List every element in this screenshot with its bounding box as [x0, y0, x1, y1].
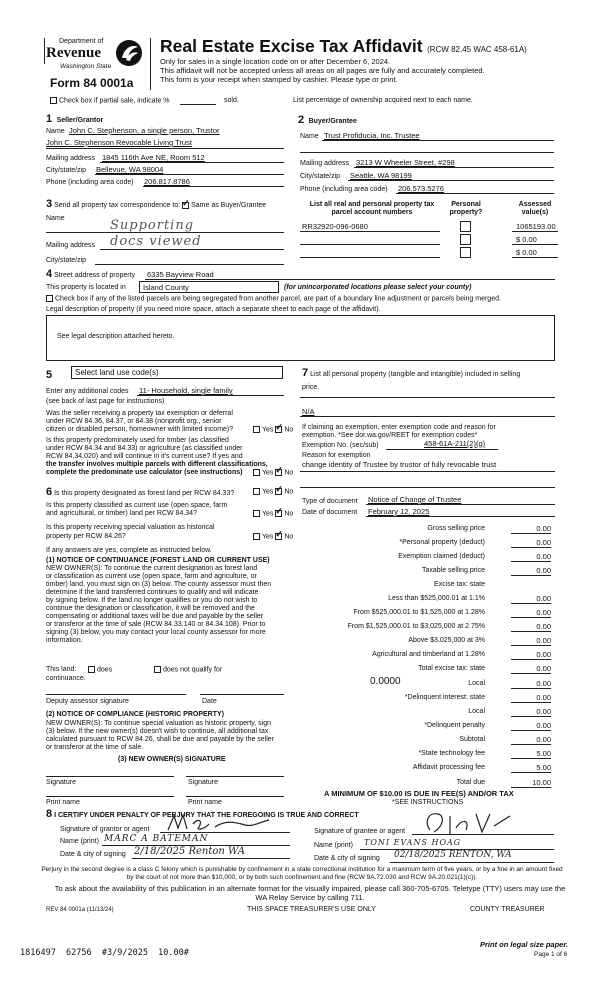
property-street[interactable]: 6335 Bayview Road [147, 270, 214, 279]
section3-text: Send all property tax correspondence to: [54, 202, 181, 209]
buyer-phone-label: Phone (including area code) [300, 186, 388, 193]
washington-state-label: Washington State [60, 63, 112, 70]
section3-mailing-label: Mailing address [46, 242, 96, 249]
q1-line-1: Was the seller receiving a property tax exemption or deferral [46, 410, 233, 417]
tax-value[interactable]: 0.00 [511, 664, 551, 674]
doc-type-value[interactable]: Notice of Change of Trustee [368, 495, 462, 504]
tax-value[interactable]: 0.00 [511, 721, 551, 731]
form-title [160, 36, 527, 57]
new-owner-signature-1: Signature [46, 779, 76, 786]
no-label: No [284, 488, 294, 496]
section6-q2-line-1: Is this property classified as current use (open space, farm [46, 502, 228, 509]
seller-heading-label: Seller/Grantor [56, 117, 104, 124]
same-as-buyer-checkbox[interactable] [182, 202, 189, 209]
see-instructions: *SEE INSTRUCTIONS [392, 799, 464, 806]
seller-name-2[interactable]: John C. Stephenson Revocable Living Trust [46, 138, 192, 147]
tax-label: *Personal property (deduct) [399, 539, 485, 546]
yes-label: Yes [262, 533, 274, 541]
no-label: No [284, 533, 294, 541]
section7-text: List all personal property (tangible and intangible) included in selling [310, 371, 521, 378]
tax-label: Taxable selling price [421, 567, 485, 574]
grantee-sig-label: Signature of grantee or agent [314, 828, 406, 835]
continuance-line: compensating or additional taxes will be due and payable by the seller [46, 613, 264, 620]
continuance-heading: (1) NOTICE OF CONTINUANCE (FOREST LAND OR CURRENT USE) [46, 557, 270, 564]
section3-name-label: Name [46, 215, 65, 222]
q1-line-3: citizen or disabled person, homeowner with limited income)? [46, 426, 234, 433]
section6-q1 [46, 488, 234, 498]
grantee-name-print[interactable]: TONI EVANS HOAG [364, 838, 462, 847]
historic-line: or transferor at the time of sale. [46, 744, 144, 751]
current-use-yes-checkbox[interactable] [253, 510, 260, 517]
exemption-line-2: exemption. *See dor.wa.gov/REET for exemption codes* [302, 432, 478, 439]
tax-value[interactable]: 0.00 [511, 566, 551, 576]
continuance-line: determine if the land transferred continues to qualify and will indicate [46, 589, 259, 596]
tax-label: Total excise tax: state [418, 665, 485, 672]
no-label: No [284, 469, 294, 477]
continuance-line: or transferor at the time of sale (RCW 84.33.140 or 84.34.108). Prior to [46, 621, 266, 628]
q2-line-1: Is this property predominately used for timber (as classified [46, 437, 229, 444]
deputy-date-label: Date [202, 698, 217, 705]
does-checkbox[interactable] [88, 666, 95, 673]
historic-line: (3) below. If the new owner(s) doesn't wish to continue, all additional tax [46, 728, 269, 735]
personal-property-checkbox-3[interactable] [460, 247, 471, 258]
continuance-line: or classification as current use (open space, farm and agriculture, or [46, 573, 257, 580]
does-option [88, 666, 112, 674]
exemption-no-value[interactable]: 458-61A-211(2)(g) [424, 439, 486, 448]
seller-city[interactable]: Bellevue, WA 98004 [96, 165, 164, 174]
personal-property-value[interactable]: N/A [302, 407, 315, 416]
q2-answers [253, 469, 293, 477]
section3-heading [46, 200, 266, 210]
section5-number: 5 [46, 369, 53, 381]
seller-city-label: City/state/zip [46, 167, 87, 174]
section-number: 2 [298, 114, 305, 126]
tax-value[interactable]: 0.00 [511, 608, 551, 618]
continuance-line: continue the designation or classification, it will be removed and the [46, 605, 255, 612]
current-use-no-checkbox[interactable] [275, 510, 282, 517]
parcel-col-header-1: List all real and personal property tax parcel account numbers [309, 201, 435, 216]
buyer-name-1[interactable]: Trust Profiducia, Inc. Trustee [324, 131, 420, 140]
legal-description-label: Legal description of property (if you need more space, attach a separate sheet to each page of the affidavit). [46, 306, 381, 313]
segregated-row [46, 295, 501, 303]
exemption-line-1: If claiming an exemption, enter exemption code and reason for [302, 424, 496, 431]
tax-label: *State technology fee [418, 750, 485, 757]
doc-date-value[interactable]: February 12, 2025 [368, 507, 430, 516]
header-note-2: This affidavit will not be accepted unless all areas on all pages are fully and accurately completed. [160, 66, 485, 75]
section6-q3-line-2: property per RCW 84.26? [46, 533, 126, 540]
section3-city-label: City/state/zip [46, 257, 87, 264]
revenue-logo [44, 38, 144, 78]
continuance-line: NEW OWNER(S): To continue the current designation as forest land [46, 565, 258, 572]
tax-value[interactable]: 0.00 [511, 524, 551, 534]
county-treasurer-label: COUNTY TREASURER [470, 906, 545, 913]
deputy-signature-label: Deputy assessor signature [46, 698, 129, 705]
grantee-date-city[interactable]: 02/18/2025 RENTON, WA [394, 850, 512, 860]
no-label: No [284, 510, 294, 518]
q1-no-checkbox[interactable] [275, 426, 282, 433]
q1-yes-checkbox[interactable] [253, 426, 260, 433]
tax-value[interactable]: 0.00 [511, 594, 551, 604]
yes-label: Yes [262, 469, 274, 477]
land-use-select-label: Select land use code(s) [75, 368, 159, 377]
partial-sale-label: Check box if partial sale, indicate % [59, 97, 170, 105]
assessed-value-1[interactable]: 1065193.00 [516, 222, 556, 231]
historic-line: calculated pursuant to RCW 84.26, shall be due and payable by the seller [46, 736, 275, 743]
continuance-line: timber) land, you must sign on (3) below. The county assessor must then [46, 581, 272, 588]
continuance-line: by signing below. If the land no longer qualifies or you do not wish to [46, 597, 258, 604]
parcel-number-1[interactable]: RR32920-096-0680 [302, 222, 368, 231]
section3-mailing-value[interactable]: docs viewed [110, 234, 202, 249]
q2-line-3: RCW 84.34.020) and will continue in it's current use? If yes and [46, 453, 243, 460]
grantor-date-city[interactable]: 2/18/2025 Renton WA [134, 846, 246, 857]
buyer-name-label: Name [300, 133, 319, 140]
historic-line: NEW OWNER(S): To continue special valuation as historic property, sign [46, 720, 271, 727]
tax-value[interactable]: 0.00 [511, 622, 551, 632]
buyer-heading [298, 110, 357, 128]
county-select[interactable] [139, 281, 279, 293]
land-use-select[interactable] [71, 366, 283, 379]
buyer-mailing-label: Mailing address [300, 160, 350, 167]
parcel-col-header-3: Assessed value(s) [518, 201, 552, 216]
personal-property-checkbox-1[interactable] [460, 221, 471, 232]
historic-heading: (2) NOTICE OF COMPLIANCE (HISTORIC PROPERTY) [46, 711, 224, 718]
legal-description-text: See legal description attached hereto. [57, 333, 175, 340]
tax-label: Excise tax: state [434, 581, 485, 588]
tax-label: Total due [456, 779, 485, 786]
tax-label: *Delinquent penalty [424, 722, 485, 729]
same-as-buyer-label: Same as Buyer/Grantee [191, 202, 267, 209]
revenue-logo-icon [114, 38, 144, 68]
tax-label: Local [468, 708, 485, 715]
street-label: Street address of property [54, 272, 136, 279]
reason-label: Reason for exemption [302, 452, 371, 459]
doc-type-label: Type of document [302, 498, 358, 505]
tax-label: From $525,000.01 to $1,525,000 at 1.28% [353, 609, 485, 616]
grantor-date-city-label: Date & city of signing [60, 851, 126, 858]
assessed-value-2[interactable]: $ 0.00 [516, 235, 537, 244]
q2-no-checkbox[interactable] [275, 469, 282, 476]
grantee-name-label: Name (print) [314, 842, 353, 849]
section3-name-value[interactable]: Supporting [110, 218, 195, 233]
grantee-date-city-label: Date & city of signing [314, 855, 380, 862]
new-owner-print-2: Print name [188, 799, 222, 806]
personal-property-checkbox-2[interactable] [460, 234, 471, 245]
if-yes-note: If any answers are yes, complete as instructed below. [46, 547, 212, 554]
does-not-checkbox[interactable] [154, 666, 161, 673]
seller-name-label: Name [46, 128, 65, 135]
seller-phone-label: Phone (including area code) [46, 179, 134, 186]
q2-yes-checkbox[interactable] [253, 469, 260, 476]
section-number: 7 [302, 367, 309, 379]
section6-q1-answers [253, 488, 293, 496]
buyer-mailing[interactable]: 3213 W Wheeler Street, #298 [356, 158, 455, 167]
does-not-label: does not qualify for [163, 666, 223, 674]
tax-label: Above $3,025,000 at 3% [408, 637, 485, 644]
seller-name-1[interactable]: John C. Stephenson, a single person, Trustor [69, 126, 220, 135]
tax-label: From $1,525,000.01 to $3,025,000 at 2.75% [347, 623, 485, 630]
segregated-label: Check box if any of the listed parcels are being segregated from another parcel, are part of a boundary line adjustment or parcels being merged. [55, 295, 501, 303]
unincorporated-note: (for unincorporated locations please select your county) [284, 284, 472, 291]
partial-sale-row [50, 97, 170, 105]
grantee-signature[interactable] [420, 808, 520, 838]
parcel-col-header-2: Personal property? [449, 201, 483, 216]
tax-value[interactable]: 5.00 [511, 749, 551, 759]
forest-no-checkbox[interactable] [275, 488, 282, 495]
historic-body [46, 720, 274, 752]
buyer-phone[interactable]: 206.573.5276 [398, 184, 444, 193]
no-label: No [284, 426, 294, 434]
segregated-checkbox[interactable] [46, 295, 53, 302]
buyer-city[interactable]: Seattle, WA 98199 [350, 171, 412, 180]
availability-note: To ask about the availability of this publication in an alternate format for the visually impaired, please call 360-705-6705. Teletype (TTY) users may use the WA Relay Service by calling 711. [54, 884, 566, 902]
page-number: Page 1 of 6 [534, 951, 568, 958]
historic-yes-checkbox[interactable] [253, 533, 260, 540]
additional-codes-label: Enter any additional codes [46, 388, 129, 395]
tax-value[interactable]: 0.00 [511, 538, 551, 548]
local-rate: 0.0000 [370, 676, 401, 687]
tax-value[interactable]: 0.00 [511, 552, 551, 562]
historic-no-checkbox[interactable] [275, 533, 282, 540]
see-back-note: (see back of last page for instructions) [46, 398, 165, 405]
assessed-value-3[interactable]: $ 0.00 [516, 248, 537, 257]
grantor-signature[interactable] [165, 810, 275, 836]
section6-q2-line-2: and agricultural, or timber) land per RCW 84.34? [46, 510, 197, 517]
reason-value[interactable]: change identity of Trustee by trustor of fully revocable trust [302, 460, 497, 469]
section6-q1-text: Is this property designated as forest land per RCW 84.33? [54, 490, 235, 497]
tax-value[interactable]: 0.00 [511, 707, 551, 717]
this-land-label: This land: [46, 666, 77, 673]
q1-answers [253, 426, 293, 434]
forest-yes-checkbox[interactable] [253, 488, 260, 495]
buyer-city-label: City/state/zip [300, 173, 341, 180]
new-owner-signature-2: Signature [188, 779, 218, 786]
located-label: This property is located in [46, 284, 126, 291]
grantor-name-label: Name (print) [60, 838, 99, 845]
tax-value[interactable]: 0.00 [511, 735, 551, 745]
legal-description-box[interactable] [46, 315, 555, 361]
q1-line-2: under RCW 84.36, 84.37, or 84.38 (nonprofit org., senior [46, 418, 222, 425]
dept-label: Department of [59, 38, 104, 45]
print-legal-note: Print on legal size paper. [480, 940, 568, 949]
tax-value[interactable]: 5.00 [511, 763, 551, 773]
section-number: 8 [46, 808, 53, 820]
q2-line-4: the transfer involves multiple parcels with different classifications, [46, 461, 268, 468]
buyer-heading-label: Buyer/Grantee [308, 118, 357, 125]
partial-sale-checkbox[interactable] [50, 97, 57, 104]
tax-label: Subtotal [459, 736, 485, 743]
additional-codes-value[interactable]: 11- Household, single family [139, 386, 233, 395]
tax-value[interactable]: 0.00 [511, 693, 551, 703]
grantor-sig-label: Signature of grantor or agent [60, 826, 150, 833]
tax-label: Affidavit processing fee [412, 764, 485, 771]
revenue-word: Revenue [46, 45, 101, 61]
county-value: Island County [143, 283, 189, 292]
yes-label: Yes [262, 510, 274, 518]
seller-mailing-label: Mailing address [46, 155, 96, 162]
tax-label: Gross selling price [427, 525, 485, 532]
minimum-due: A MINIMUM OF $10.00 IS DUE IN FEE(S) AND/OR TAX [324, 789, 514, 798]
section7-line-1 [302, 369, 520, 379]
grantor-name-print[interactable]: MARC A BATEMAN [104, 834, 209, 844]
section-number: 3 [46, 198, 53, 210]
q2-line-2: under RCW 84.34 and 84.33) or agriculture (as classified under [46, 445, 243, 452]
continuance-label: continuance. [46, 675, 86, 682]
section-number: 6 [46, 486, 53, 498]
tax-label: Less than $525,000.01 at 1.1% [388, 595, 485, 602]
perjury-note: Perjury in the second degree is a class C felony which is punishable by confinement in a state correctional institution for a maximum term of five years, or by a fine in an amount fixed by the court of not more than $10,000, or by both such confinement and fine (RCW 9A.72.030 and RCW 9A.20.021(1)(c)). [41, 866, 563, 881]
doc-date-label: Date of document [302, 509, 358, 516]
section6-q3-line-1: Is this property receiving special valuation as historical [46, 524, 215, 531]
revision-label: REV 84 0001a (11/13/24) [46, 907, 114, 913]
section6-q2-answers [253, 510, 293, 518]
section-number: 4 [46, 268, 53, 280]
new-owner-print-1: Print name [46, 799, 80, 806]
form-title-ref: (RCW 82.45 WAC 458-61A) [427, 45, 527, 54]
header-note-3: This form is your receipt when stamped by cashier. Please type or print. [160, 75, 398, 84]
continuance-line: information. [46, 637, 83, 644]
receipt-stamp: 1816497 62756 #3/9/2025 10.00# [20, 948, 189, 958]
tax-label: Exemption claimed (deduct) [398, 553, 485, 560]
seller-phone[interactable]: 206.817.8786 [144, 177, 190, 186]
continuance-line: signing (3) below, you may contact your local county assessor for more [46, 629, 266, 636]
tax-label: *Delinquent interest: state [404, 694, 485, 701]
treasurer-use-label: THIS SPACE TREASURER'S USE ONLY [247, 906, 376, 913]
seller-mailing[interactable]: 1845 116th Ave NE, Room 512 [102, 153, 205, 162]
tax-label: Agricultural and timberland at 1.28% [372, 651, 485, 658]
form-number: Form 84 0001a [50, 76, 134, 90]
section7-line-2: price. [302, 384, 320, 391]
new-owner-heading: (3) NEW OWNER(S) SIGNATURE [118, 756, 226, 763]
q2-line-5: complete the predominate use calculator (see instructions) [46, 469, 243, 476]
tax-value[interactable]: 0.00 [511, 636, 551, 646]
form-title-text: Real Estate Excise Tax Affidavit [160, 36, 423, 56]
does-not-option [154, 666, 222, 674]
tax-value[interactable]: 0.00 [511, 679, 551, 689]
section4-street-row [46, 270, 135, 280]
seller-heading [46, 109, 103, 127]
continuance-body [46, 565, 271, 645]
certify-text: I CERTIFY UNDER PENALTY OF PERJURY THAT THE FOREGOING IS TRUE AND CORRECT [54, 812, 359, 819]
yes-label: Yes [262, 426, 274, 434]
tax-label: Local [468, 680, 485, 687]
yes-label: Yes [262, 488, 274, 496]
exemption-no-label: Exemption No. (sec/sub) [302, 442, 379, 449]
tax-value[interactable]: 10.00 [511, 778, 551, 788]
header-note-1: Only for sales in a single location code on or after December 6, 2024. [160, 57, 391, 66]
ownership-note: List percentage of ownership acquired next to each name. [293, 97, 473, 104]
does-label: does [97, 666, 113, 674]
section-number: 1 [46, 113, 53, 125]
sold-label: sold. [224, 97, 239, 104]
tax-value[interactable]: 0.00 [511, 650, 551, 660]
